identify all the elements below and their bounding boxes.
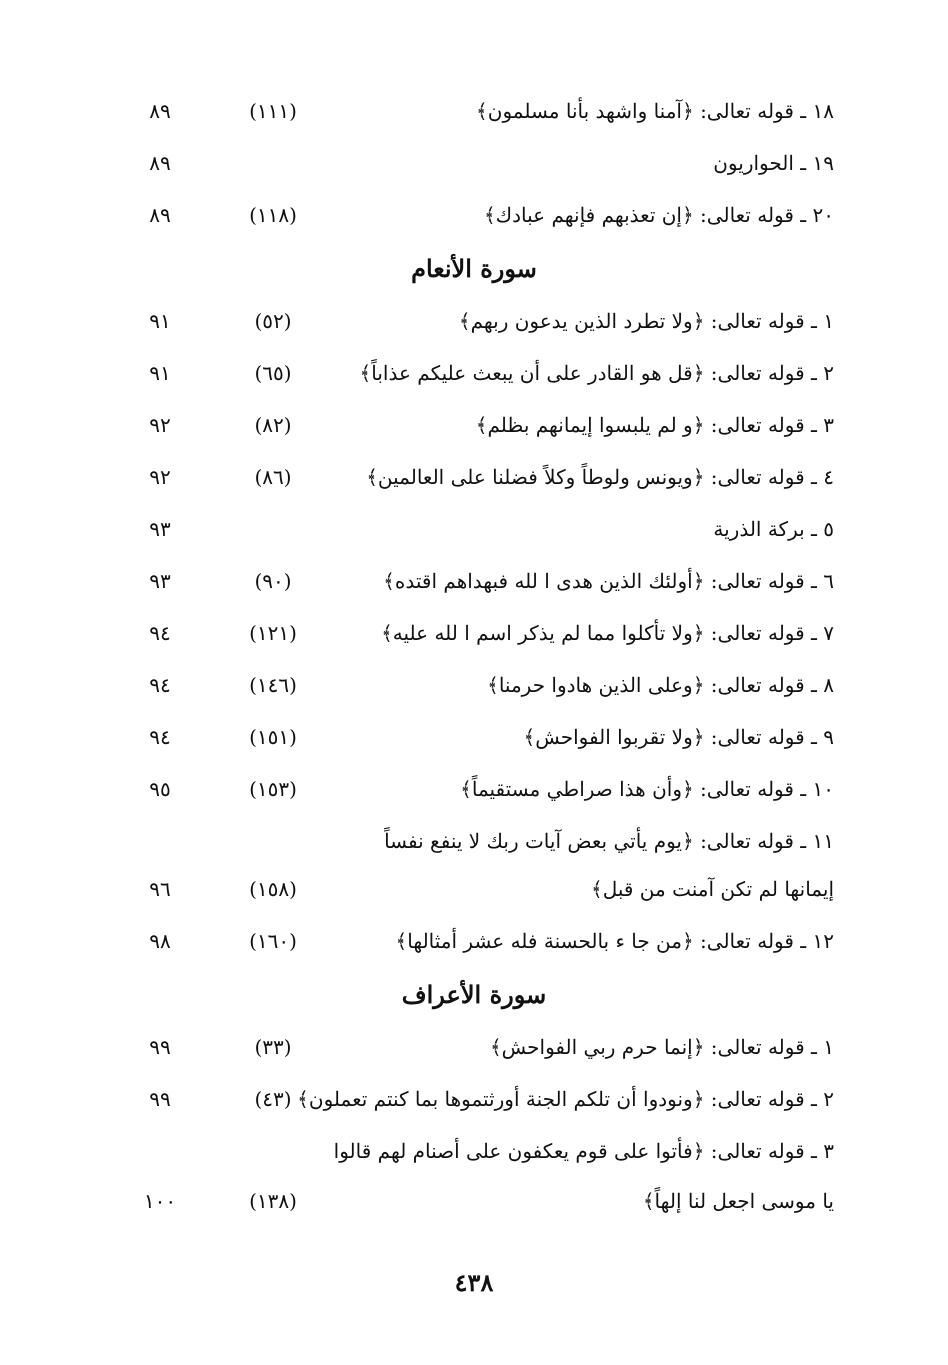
toc-entry <box>0 613 948 653</box>
verse-number: (١٣٨) <box>249 1189 297 1213</box>
page-number-ref: ٩٨ <box>149 929 171 953</box>
entry-title: ١ ـ قوله تعالى: ﴿ولا تطرد الذين يدعون ربهم﴾ <box>458 309 834 333</box>
toc-entry <box>0 717 948 757</box>
verse-number: (١٥١) <box>249 725 297 749</box>
page-number-ref: ٩٢ <box>149 413 171 437</box>
surah-heading <box>0 975 948 1015</box>
verse-number: (١٤٦) <box>249 673 297 697</box>
entry-title: ١ ـ قوله تعالى: ﴿إنما حرم ربي الفواحش﴾ <box>489 1035 834 1059</box>
page-number-ref: ٩٩ <box>149 1087 171 1111</box>
page-number-ref: ٨٩ <box>149 151 171 175</box>
toc-entry <box>0 561 948 601</box>
verse-number: (٤٣) <box>254 1087 292 1111</box>
entry-title: ٥ ـ بركة الذرية <box>713 517 834 541</box>
toc-entry <box>0 509 948 549</box>
toc-entry <box>0 405 948 445</box>
verse-number: (١١١) <box>249 99 297 123</box>
entry-title: ١١ ـ قوله تعالى: ﴿يوم يأتي بعض آيات ربك لا ينفع نفساً <box>384 829 834 853</box>
toc-entry <box>0 1131 948 1171</box>
entry-title: ٤ ـ قوله تعالى: ﴿ويونس ولوطاً وكلاً فضلنا على العالمين﴾ <box>366 465 834 489</box>
toc-entry <box>0 769 948 809</box>
entry-title: ٨ ـ قوله تعالى: ﴿وعلى الذين هادوا حرمنا﴾ <box>487 673 834 697</box>
toc-entry <box>0 143 948 183</box>
entry-title: ٢ ـ قوله تعالى: ﴿قل هو القادر على أن يبعث عليكم عذاباً﴾ <box>359 361 834 385</box>
page-number-ref: ٩١ <box>149 309 171 333</box>
surah-heading <box>0 249 948 289</box>
toc-entry <box>0 353 948 393</box>
entry-title: ١٠ ـ قوله تعالى: ﴿وأن هذا صراطي مستقيماً﴾ <box>460 777 834 801</box>
toc-entry <box>0 869 948 909</box>
page-number: ٤٣٨ <box>454 1268 494 1297</box>
entry-title: ١٢ ـ قوله تعالى: ﴿من جا ء بالحسنة فله عشر أمثالها﴾ <box>395 929 834 953</box>
page-number-ref: ٩٢ <box>149 465 171 489</box>
page-number-ref: ٩٩ <box>149 1035 171 1059</box>
entry-title: ١٨ ـ قوله تعالى: ﴿آمنا واشهد بأنا مسلمون﴾ <box>476 99 834 123</box>
toc-entry <box>0 1181 948 1221</box>
toc-entry <box>0 91 948 131</box>
entry-title: ٩ ـ قوله تعالى: ﴿ولا تقربوا الفواحش﴾ <box>523 725 834 749</box>
verse-number: (٨٦) <box>254 465 292 489</box>
toc-entry <box>0 195 948 235</box>
verse-number: (١٢١) <box>249 621 297 645</box>
entry-title: ٣ ـ قوله تعالى: ﴿فأتوا على قوم يعكفون على أصنام لهم قالوا <box>333 1139 834 1163</box>
entry-title: ١٩ ـ الحواريون <box>713 151 834 175</box>
toc-entry <box>0 457 948 497</box>
verse-number: (٨٢) <box>254 413 292 437</box>
verse-number: (٦٥) <box>254 361 292 385</box>
entry-title: ٢٠ ـ قوله تعالى: ﴿إن تعذبهم فإنهم عبادك﴾ <box>483 203 834 227</box>
entry-title: إيمانها لم تكن آمنت من قبل﴾ <box>590 877 834 901</box>
toc-entry <box>0 1079 948 1119</box>
page-number-ref: ٩٤ <box>149 725 171 749</box>
entry-title: يا موسى اجعل لنا إلهاً﴾ <box>642 1189 834 1213</box>
verse-number: (١٥٨) <box>249 877 297 901</box>
page-number-ref: ٩٦ <box>149 877 171 901</box>
page-number-ref: ٩١ <box>149 361 171 385</box>
toc-entry <box>0 301 948 341</box>
entry-title: ٦ ـ قوله تعالى: ﴿أولئك الذين هدى ا لله فبهداهم اقتده﴾ <box>383 569 834 593</box>
page-number-ref: ٩٥ <box>149 777 171 801</box>
verse-number: (٩٠) <box>254 569 292 593</box>
entry-title: ٧ ـ قوله تعالى: ﴿ولا تأكلوا مما لم يذكر اسم ا لله عليه﴾ <box>381 621 834 645</box>
entry-title: ٢ ـ قوله تعالى: ﴿ونودوا أن تلكم الجنة أورثتموها بما كنتم تعملون﴾ <box>297 1087 834 1111</box>
verse-number: (١٦٠) <box>249 929 297 953</box>
verse-number: (٥٢) <box>254 309 292 333</box>
toc-entry <box>0 665 948 705</box>
toc-entry <box>0 1027 948 1067</box>
page-number-ref: ٩٣ <box>149 517 171 541</box>
page-number-ref: ٨٩ <box>149 99 171 123</box>
page-number-ref: ٩٤ <box>149 621 171 645</box>
verse-number: (٣٣) <box>254 1035 292 1059</box>
page-number-ref: ٨٩ <box>149 203 171 227</box>
surah-heading-text: سورة الأعراف <box>401 980 547 1009</box>
verse-number: (١١٨) <box>249 203 297 227</box>
page-number-ref: ١٠٠ <box>143 1189 177 1213</box>
page-number-ref: ٩٣ <box>149 569 171 593</box>
toc-entry <box>0 921 948 961</box>
verse-number: (١٥٣) <box>249 777 297 801</box>
surah-heading-text: سورة الأنعام <box>411 254 537 283</box>
page-number-ref: ٩٤ <box>149 673 171 697</box>
entry-title: ٣ ـ قوله تعالى: ﴿و لم يلبسوا إيمانهم بظلم﴾ <box>475 413 834 437</box>
toc-entry <box>0 821 948 861</box>
